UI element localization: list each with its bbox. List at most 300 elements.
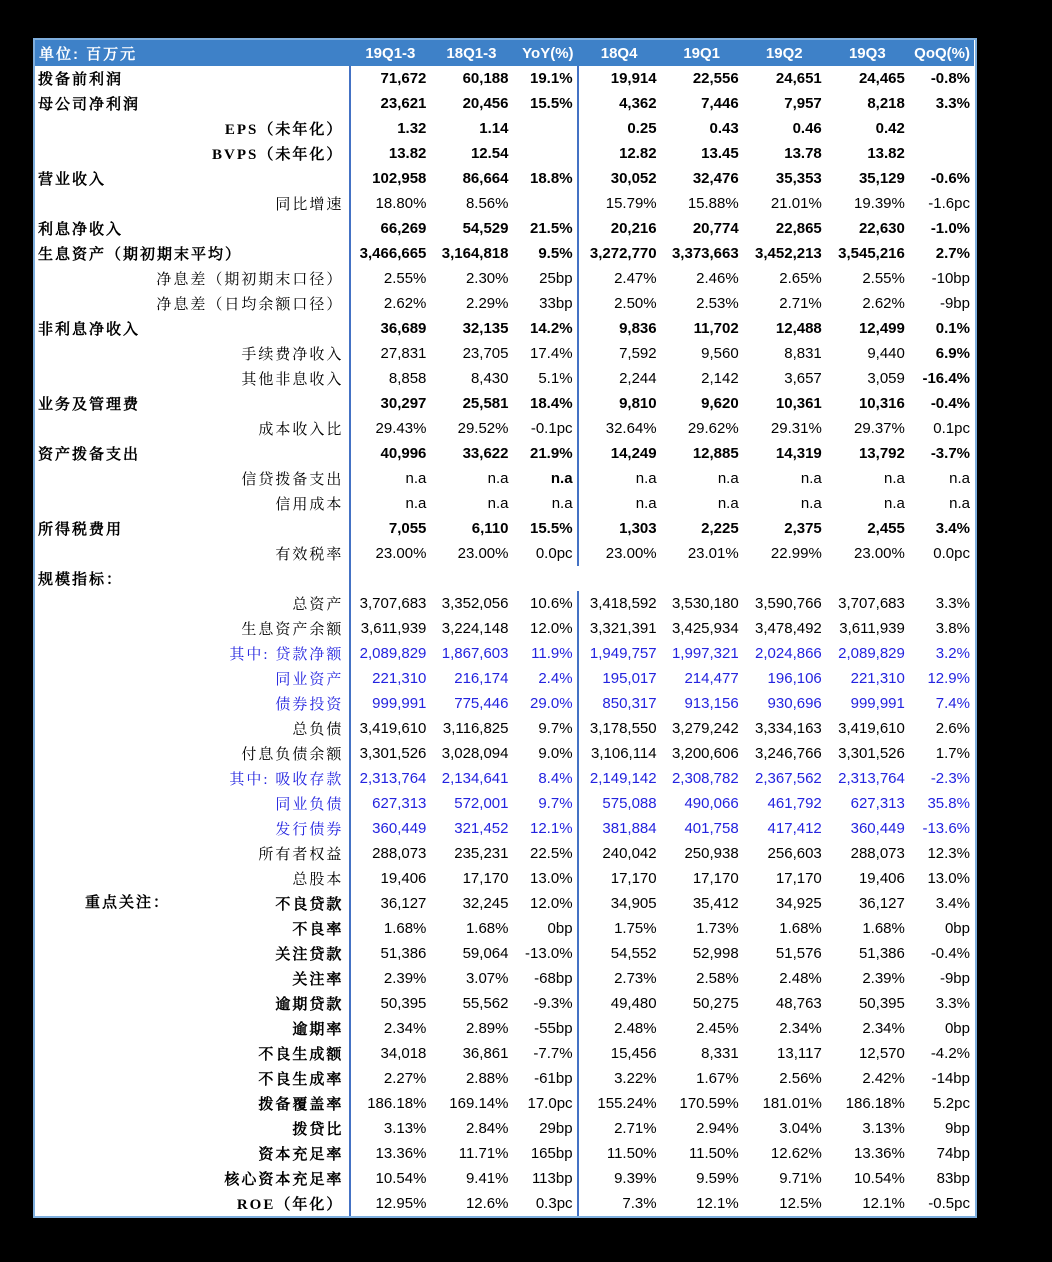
table-row xyxy=(35,366,974,391)
row-label-text: 营业收入 xyxy=(38,172,107,188)
table-cell: 86,664 xyxy=(462,170,509,187)
row-label-text: 资本充足率 xyxy=(258,1147,344,1163)
table-cell: 11.71% xyxy=(458,1145,509,1162)
table-cell: 2,134,641 xyxy=(441,770,509,787)
row-label-text: 非利息净收入 xyxy=(38,322,141,338)
table-cell: 216,174 xyxy=(454,670,509,687)
table-cell: 8.56% xyxy=(465,195,509,212)
table-cell: 7,055 xyxy=(388,520,427,537)
table-cell: 23,621 xyxy=(380,95,427,112)
table-cell: 2,308,782 xyxy=(671,770,739,787)
table-cell: -0.6% xyxy=(930,170,970,187)
table-cell: 2.34% xyxy=(862,1020,905,1037)
table-cell: 24,651 xyxy=(775,70,822,87)
table-row xyxy=(35,1091,974,1116)
table-row xyxy=(35,91,974,116)
table-row xyxy=(35,791,974,816)
table-cell: 3.4% xyxy=(935,520,970,537)
table-cell: 10,316 xyxy=(858,395,905,412)
table-cell xyxy=(661,566,743,591)
table-row xyxy=(35,966,974,991)
table-cell: 23.01% xyxy=(687,545,739,562)
table-cell: 381,884 xyxy=(602,820,657,837)
table-cell: 55,562 xyxy=(462,995,509,1012)
table-cell: 32,476 xyxy=(692,170,739,187)
table-cell: 0.25 xyxy=(627,120,657,137)
row-label-text: 发行债券 xyxy=(275,822,344,838)
table-cell: -9.3% xyxy=(512,991,577,1016)
table-cell: 29.52% xyxy=(457,420,509,437)
table-cell: 32,245 xyxy=(462,895,509,912)
table-cell: 13.82 xyxy=(867,145,905,162)
table-cell: 24,465 xyxy=(858,70,905,87)
row-label-text: 利息净收入 xyxy=(38,222,124,238)
table-cell: 71,672 xyxy=(380,70,427,87)
table-cell: 186.18% xyxy=(845,1095,905,1112)
table-row xyxy=(35,66,974,91)
table-cell: 12.1% xyxy=(512,816,577,841)
table-cell: -0.4% xyxy=(930,395,970,412)
table-cell: 195,017 xyxy=(602,670,657,687)
row-label xyxy=(35,1016,350,1041)
table-cell: 2.30% xyxy=(465,270,509,287)
table-cell: 2.47% xyxy=(614,270,657,287)
table-row xyxy=(35,566,974,591)
row-label-text: 成本收入比 xyxy=(258,422,344,438)
row-label xyxy=(35,1041,350,1066)
table-row xyxy=(35,1191,974,1216)
table-cell: 7.3% xyxy=(622,1195,657,1212)
table-cell: 13,792 xyxy=(858,445,905,462)
table-cell: 3,478,492 xyxy=(755,620,822,637)
table-row xyxy=(35,716,974,741)
table-cell: 25,581 xyxy=(462,395,509,412)
table-row xyxy=(35,1141,974,1166)
table-row xyxy=(35,616,974,641)
table-cell: 50,395 xyxy=(380,995,427,1012)
row-label xyxy=(35,666,350,691)
table-row xyxy=(35,391,974,416)
table-cell: 0.43 xyxy=(709,120,739,137)
table-cell: 181.01% xyxy=(762,1095,822,1112)
table-cell: 1.73% xyxy=(696,920,739,937)
table-cell: 12.9% xyxy=(927,670,970,687)
table-cell: 49,480 xyxy=(610,995,657,1012)
table-cell: 20,456 xyxy=(462,95,509,112)
table-cell: 6.9% xyxy=(935,345,970,362)
table-cell: 29.43% xyxy=(375,420,427,437)
table-cell: 321,452 xyxy=(454,820,509,837)
table-cell: 10,361 xyxy=(775,395,822,412)
row-label-text: 其他非息收入 xyxy=(241,372,344,388)
table-cell: 2,313,764 xyxy=(359,770,427,787)
table-cell: 490,066 xyxy=(684,795,739,812)
table-cell: 51,386 xyxy=(380,945,427,962)
column-header-18q1-3: 18Q1-3 xyxy=(430,40,512,66)
table-cell: 196,106 xyxy=(767,670,822,687)
table-cell: 14,319 xyxy=(775,445,822,462)
table-cell: -3.7% xyxy=(930,445,970,462)
row-label-text: 有效税率 xyxy=(275,547,344,563)
row-label-text: 所得税费用 xyxy=(38,522,124,538)
table-row xyxy=(35,341,974,366)
table-cell: 10.6% xyxy=(512,591,577,616)
table-row xyxy=(35,291,974,316)
table-cell: 12.6% xyxy=(465,1195,509,1212)
row-label-text: 其中: 贷款净额 xyxy=(229,647,344,663)
table-cell: 7,592 xyxy=(619,345,657,362)
table-cell: 2.71% xyxy=(779,295,822,312)
table-cell: 27,831 xyxy=(380,345,427,362)
table-cell: 15.5% xyxy=(512,91,577,116)
table-cell: 17.0pc xyxy=(512,1091,577,1116)
table-cell: 155.24% xyxy=(597,1095,657,1112)
row-label-text: 关注率 xyxy=(292,972,344,988)
row-label xyxy=(35,441,350,466)
row-label xyxy=(35,341,350,366)
row-label-text: 拨备覆盖率 xyxy=(258,1097,344,1113)
table-cell: 10.54% xyxy=(375,1170,427,1187)
table-cell: 221,310 xyxy=(850,670,905,687)
table-cell: n.a xyxy=(949,470,970,487)
table-cell: 0.42 xyxy=(875,120,905,137)
table-cell: 3,178,550 xyxy=(589,720,657,737)
financial-table xyxy=(33,38,977,1218)
row-label-text: 关注贷款 xyxy=(275,947,344,963)
table-body xyxy=(35,66,974,1216)
table-cell: 214,477 xyxy=(684,670,739,687)
table-cell: 3,164,818 xyxy=(441,245,509,262)
table-cell: 8,858 xyxy=(388,370,427,387)
row-label-text: 生息资产（期初期末平均） xyxy=(38,247,243,263)
table-cell: -0.8% xyxy=(930,70,970,87)
column-header-18q4: 18Q4 xyxy=(578,40,661,66)
table-cell: 5.1% xyxy=(512,366,577,391)
table-cell: 0.1% xyxy=(935,320,970,337)
row-label xyxy=(35,291,350,316)
table-cell: 627,313 xyxy=(372,795,427,812)
column-header-19q3: 19Q3 xyxy=(826,40,909,66)
table-row xyxy=(35,316,974,341)
table-cell: 21.01% xyxy=(770,195,822,212)
table-cell: 13.45 xyxy=(701,145,739,162)
table-cell: 13.78 xyxy=(784,145,822,162)
table-cell: -9bp xyxy=(939,970,970,987)
table-cell: 22,865 xyxy=(775,220,822,237)
table-cell: 3.3% xyxy=(935,995,970,1012)
row-label xyxy=(35,216,350,241)
table-cell: -16.4% xyxy=(922,370,970,387)
table-cell: 3,590,766 xyxy=(755,595,822,612)
table-cell xyxy=(430,566,512,591)
table-cell: 19.39% xyxy=(853,195,905,212)
table-cell: 3,611,939 xyxy=(839,620,905,637)
table-cell: 999,991 xyxy=(850,695,905,712)
table-cell: 59,064 xyxy=(462,945,509,962)
table-cell: 913,156 xyxy=(684,695,739,712)
table-cell: 930,696 xyxy=(767,695,822,712)
table-cell: 4,362 xyxy=(619,95,657,112)
table-cell: 36,127 xyxy=(858,895,905,912)
table-row xyxy=(35,691,974,716)
table-cell: 3.3% xyxy=(935,595,970,612)
table-cell: 51,386 xyxy=(858,945,905,962)
table-cell: 22.5% xyxy=(512,841,577,866)
row-label-text: BVPS（未年化） xyxy=(211,147,344,163)
table-cell: 3,425,934 xyxy=(671,620,739,637)
table-cell: 575,088 xyxy=(602,795,657,812)
table-row xyxy=(35,516,974,541)
row-label xyxy=(35,566,350,591)
row-label xyxy=(35,1141,350,1166)
table-cell: 113bp xyxy=(512,1166,577,1191)
table-cell: n.a xyxy=(635,470,657,487)
table-cell: 2.45% xyxy=(696,1020,739,1037)
row-label xyxy=(35,1191,350,1216)
table-cell: 15,456 xyxy=(610,1045,657,1062)
table-cell: -14bp xyxy=(931,1070,970,1087)
table-cell: -9bp xyxy=(939,295,970,312)
table-cell: 169.14% xyxy=(449,1095,509,1112)
table-cell: 20,774 xyxy=(692,220,739,237)
row-label-text: 规模指标： xyxy=(38,572,124,588)
row-label xyxy=(35,966,350,991)
row-label xyxy=(35,1166,350,1191)
table-cell: 21.9% xyxy=(512,441,577,466)
table-cell: 35,412 xyxy=(692,895,739,912)
table-cell: 850,317 xyxy=(602,695,657,712)
table-cell: 3,352,056 xyxy=(441,595,509,612)
table-cell: 165bp xyxy=(512,1141,577,1166)
table-cell: 1,867,603 xyxy=(441,645,509,662)
row-label xyxy=(35,716,350,741)
table-cell: 36,127 xyxy=(380,895,427,912)
table-cell: 3,301,526 xyxy=(359,745,427,762)
table-cell: 3,106,114 xyxy=(591,745,657,762)
table-cell xyxy=(743,566,826,591)
table-cell: 2,375 xyxy=(784,520,822,537)
table-cell: 9.41% xyxy=(465,1170,509,1187)
table-cell: 417,412 xyxy=(767,820,822,837)
table-cell: 12,570 xyxy=(858,1045,905,1062)
header-row xyxy=(35,40,974,66)
table-cell: 12.82 xyxy=(619,145,657,162)
row-label-text: 净息差（日均余额口径） xyxy=(156,297,344,313)
table-cell: 9,560 xyxy=(701,345,739,362)
table-cell: 2.46% xyxy=(696,270,739,287)
table-cell: 461,792 xyxy=(767,795,822,812)
row-label xyxy=(35,916,350,941)
table-cell: 8,218 xyxy=(867,95,905,112)
table-cell: 35,129 xyxy=(858,170,905,187)
table-row xyxy=(35,816,974,841)
table-cell: 20,216 xyxy=(610,220,657,237)
table-cell: 15.88% xyxy=(687,195,739,212)
table-cell: 19,406 xyxy=(380,870,427,887)
table-cell: 9.7% xyxy=(512,791,577,816)
table-cell: 2.55% xyxy=(862,270,905,287)
table-cell: n.a xyxy=(512,491,577,516)
row-label xyxy=(35,1091,350,1116)
table-cell: 10.54% xyxy=(853,1170,905,1187)
table-row xyxy=(35,741,974,766)
row-label-text: 同业负债 xyxy=(275,797,344,813)
table-cell: 8.4% xyxy=(512,766,577,791)
table-cell: 8,831 xyxy=(784,345,822,362)
table-cell: 2,455 xyxy=(867,520,905,537)
row-label xyxy=(35,391,350,416)
table-cell: 32,135 xyxy=(462,320,509,337)
table-cell: -2.3% xyxy=(930,770,970,787)
table-cell: 7,446 xyxy=(701,95,739,112)
table-cell: 1.68% xyxy=(862,920,905,937)
table-cell: 3,334,163 xyxy=(755,720,822,737)
row-label-text: 所有者权益 xyxy=(258,847,344,863)
table-cell: 11.50% xyxy=(606,1145,657,1162)
table-cell: 3,224,148 xyxy=(441,620,509,637)
table-cell: 1,949,757 xyxy=(589,645,657,662)
row-label-text: 同业资产 xyxy=(275,672,344,688)
table-cell: 3,466,665 xyxy=(359,245,427,262)
table-cell: 3,707,683 xyxy=(838,595,905,612)
table-cell: 2,089,829 xyxy=(359,645,427,662)
table-cell: 12.1% xyxy=(862,1195,905,1212)
table-cell: n.a xyxy=(800,495,822,512)
table-cell: 21.5% xyxy=(512,216,577,241)
table-cell: 2.48% xyxy=(614,1020,657,1037)
table-cell: -0.5pc xyxy=(928,1195,970,1212)
row-label-text: 总负债 xyxy=(292,722,344,738)
row-label-text: 生息资产余额 xyxy=(241,622,344,638)
table-cell: 1.7% xyxy=(935,745,970,762)
table-cell: 36,861 xyxy=(462,1045,509,1062)
table-cell: 235,231 xyxy=(454,845,509,862)
row-label-text: 不良贷款 xyxy=(275,897,344,913)
table-cell: -68bp xyxy=(512,966,577,991)
table-cell: 2.71% xyxy=(614,1120,657,1137)
table-cell: 8,430 xyxy=(470,370,509,387)
table-cell: 30,052 xyxy=(610,170,657,187)
row-label-text: ROE（年化） xyxy=(236,1197,344,1213)
table-cell: 2.58% xyxy=(696,970,739,987)
table-cell: 48,763 xyxy=(775,995,822,1012)
table-cell: 23,705 xyxy=(462,345,509,362)
table-cell: 1.68% xyxy=(779,920,822,937)
table-cell: 23.00% xyxy=(375,545,427,562)
table-cell: 0bp xyxy=(512,916,577,941)
table-cell: 1.67% xyxy=(696,1070,739,1087)
row-label xyxy=(35,141,350,166)
table-cell: 35,353 xyxy=(775,170,822,187)
table-cell: 2.94% xyxy=(696,1120,739,1137)
row-label xyxy=(35,241,350,266)
table-cell: 102,958 xyxy=(372,170,427,187)
table-cell: 186.18% xyxy=(367,1095,427,1112)
row-label xyxy=(35,541,350,566)
bank-results-table xyxy=(35,40,975,1216)
row-label xyxy=(35,66,350,91)
table-cell: 2.55% xyxy=(383,270,427,287)
table-cell: 3,707,683 xyxy=(359,595,427,612)
table-row xyxy=(35,866,974,891)
table-row xyxy=(35,166,974,191)
table-cell: 29.62% xyxy=(687,420,739,437)
table-cell: 3,272,770 xyxy=(589,245,657,262)
table-cell: 83bp xyxy=(936,1170,970,1187)
table-cell: -0.1pc xyxy=(512,416,577,441)
table-cell: 3,418,592 xyxy=(589,595,657,612)
table-cell: 9,440 xyxy=(867,345,905,362)
row-label xyxy=(35,91,350,116)
table-cell: -10bp xyxy=(931,270,970,287)
row-label-text: 同比增速 xyxy=(275,197,344,213)
table-row xyxy=(35,666,974,691)
table-cell: 12.1% xyxy=(696,1195,739,1212)
table-cell: 3.4% xyxy=(935,895,970,912)
table-cell: 9.71% xyxy=(779,1170,822,1187)
table-cell: 13,117 xyxy=(777,1045,822,1062)
table-cell: n.a xyxy=(717,470,739,487)
row-label-text: 拨贷比 xyxy=(292,1122,344,1138)
table-row xyxy=(35,941,974,966)
table-cell: 3,530,180 xyxy=(671,595,739,612)
table-cell: 19.1% xyxy=(512,66,577,91)
table-cell: n.a xyxy=(512,466,577,491)
row-label xyxy=(35,1066,350,1091)
table-cell: 9,836 xyxy=(619,320,657,337)
table-cell: 22,630 xyxy=(858,220,905,237)
table-cell: 29bp xyxy=(512,1116,577,1141)
table-cell: 54,552 xyxy=(610,945,657,962)
table-row xyxy=(35,591,974,616)
table-cell: 33bp xyxy=(512,291,577,316)
table-cell: 50,275 xyxy=(692,995,739,1012)
table-cell: 2.7% xyxy=(935,245,970,262)
table-cell: 2.42% xyxy=(862,1070,905,1087)
table-cell: 2,142 xyxy=(701,370,739,387)
table-cell: 3,419,610 xyxy=(838,720,905,737)
table-cell: 12,488 xyxy=(775,320,822,337)
row-label-text: 不良率 xyxy=(292,922,344,938)
table-cell: 17,170 xyxy=(462,870,509,887)
table-row xyxy=(35,241,974,266)
table-cell: 3,657 xyxy=(784,370,822,387)
table-cell: 3,419,610 xyxy=(359,720,427,737)
table-cell: 74bp xyxy=(936,1145,970,1162)
table-cell: n.a xyxy=(949,495,970,512)
table-cell: 0.1pc xyxy=(933,420,970,437)
row-label xyxy=(35,616,350,641)
table-cell: 15.79% xyxy=(605,195,657,212)
table-cell: 9,620 xyxy=(701,395,739,412)
table-row xyxy=(35,991,974,1016)
table-row xyxy=(35,191,974,216)
row-label-text: 业务及管理费 xyxy=(38,397,141,413)
row-label-text: 拨备前利润 xyxy=(38,72,124,88)
table-cell: 9,810 xyxy=(619,395,657,412)
table-cell: 1.14 xyxy=(479,120,509,137)
table-cell: 29.37% xyxy=(853,420,905,437)
table-cell: 3.07% xyxy=(465,970,509,987)
table-cell: 2.89% xyxy=(465,1020,509,1037)
table-row xyxy=(35,266,974,291)
row-label-text: 逾期贷款 xyxy=(275,997,344,1013)
row-label xyxy=(35,941,350,966)
table-row xyxy=(35,1016,974,1041)
row-label xyxy=(35,516,350,541)
table-cell: 52,998 xyxy=(692,945,739,962)
table-cell: 2.29% xyxy=(465,295,509,312)
